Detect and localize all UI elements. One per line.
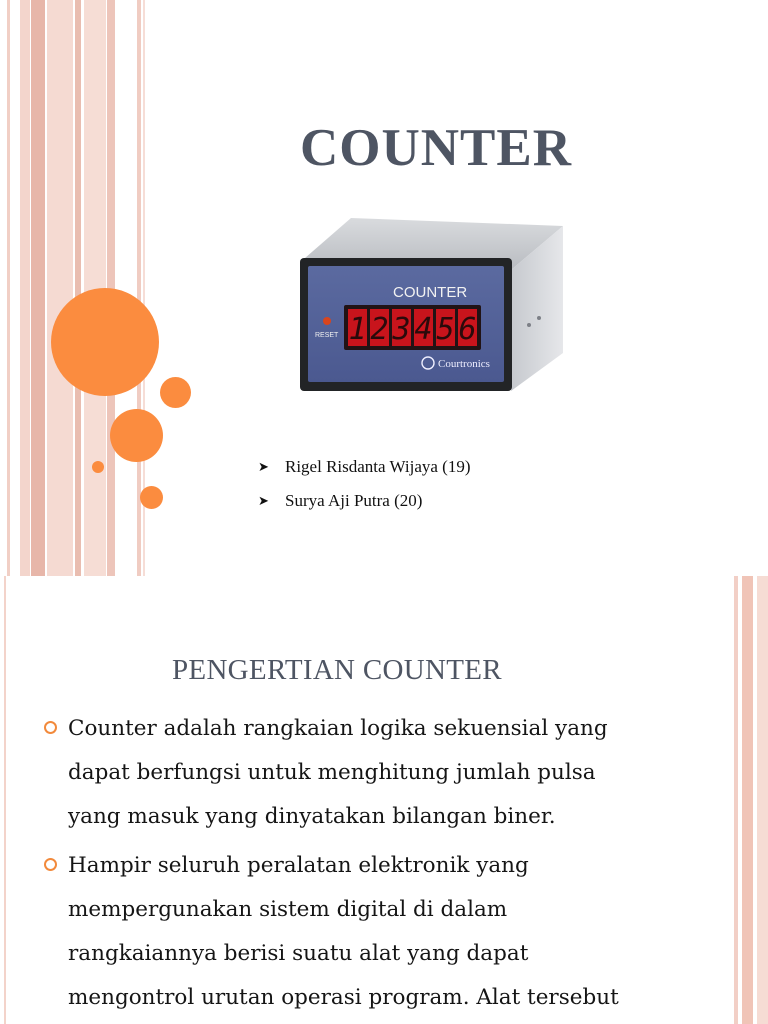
arrow-bullet-icon: ➤: [258, 493, 269, 508]
decor-stripe: [75, 0, 81, 576]
led-digit: 5: [436, 312, 455, 347]
author-list: [258, 450, 471, 518]
decor-stripe: [4, 576, 6, 1024]
led-digit: 4: [414, 312, 433, 347]
paragraph-line: Counter adalah rangkaian logika sekuensial yang: [68, 716, 608, 741]
author-name: Surya Aji Putra (20): [285, 491, 423, 510]
device-label: COUNTER: [393, 284, 468, 301]
decor-stripe: [742, 576, 753, 1024]
section-title: PENGERTIAN COUNTER: [172, 654, 502, 686]
led-digit: 6: [458, 312, 477, 347]
brand-label: Courtronics: [438, 358, 490, 370]
paragraph-line: mempergunakan sistem digital di dalam: [68, 897, 508, 922]
decor-stripe: [7, 0, 10, 576]
decor-stripe: [47, 0, 73, 576]
led-digit: 1: [348, 312, 367, 347]
circle-bullet-icon: [44, 721, 57, 734]
author-name: Rigel Risdanta Wijaya (19): [285, 457, 471, 476]
bullet-paragraph: [44, 844, 694, 1024]
decor-stripe: [31, 0, 45, 576]
paragraph-text: [68, 707, 688, 839]
decor-stripe: [757, 576, 768, 1024]
author-item: [258, 450, 471, 484]
arrow-bullet-icon: ➤: [258, 459, 269, 474]
led-digit: 3: [392, 312, 411, 347]
decor-stripe: [734, 576, 738, 1024]
decor-circle: [51, 288, 159, 396]
author-item: [258, 484, 471, 518]
decor-circle: [92, 461, 104, 473]
counter-device-image: [299, 213, 567, 393]
slide-title: COUNTER: [300, 119, 573, 177]
paragraph-line: dapat berfungsi untuk menghitung jumlah pulsa: [68, 760, 596, 785]
bullet-paragraph: [44, 707, 694, 842]
paragraph-line: mengontrol urutan operasi program. Alat tersebut: [68, 985, 619, 1010]
decor-circle: [140, 486, 163, 509]
decor-circle: [110, 409, 163, 462]
paragraph-line: Hampir seluruh peralatan elektronik yang: [68, 853, 529, 878]
led-digit: 2: [370, 312, 389, 347]
reset-label: RESET: [315, 332, 339, 339]
paragraph-line: yang masuk yang dinyatakan bilangan biner.: [68, 804, 556, 829]
decor-stripe: [137, 0, 141, 576]
circle-bullet-icon: [44, 858, 57, 871]
decor-stripe: [20, 0, 30, 576]
paragraph-line: rangkaiannya berisi suatu alat yang dapat: [68, 941, 529, 966]
decor-circle: [160, 377, 191, 408]
paragraph-text: [68, 844, 688, 1020]
